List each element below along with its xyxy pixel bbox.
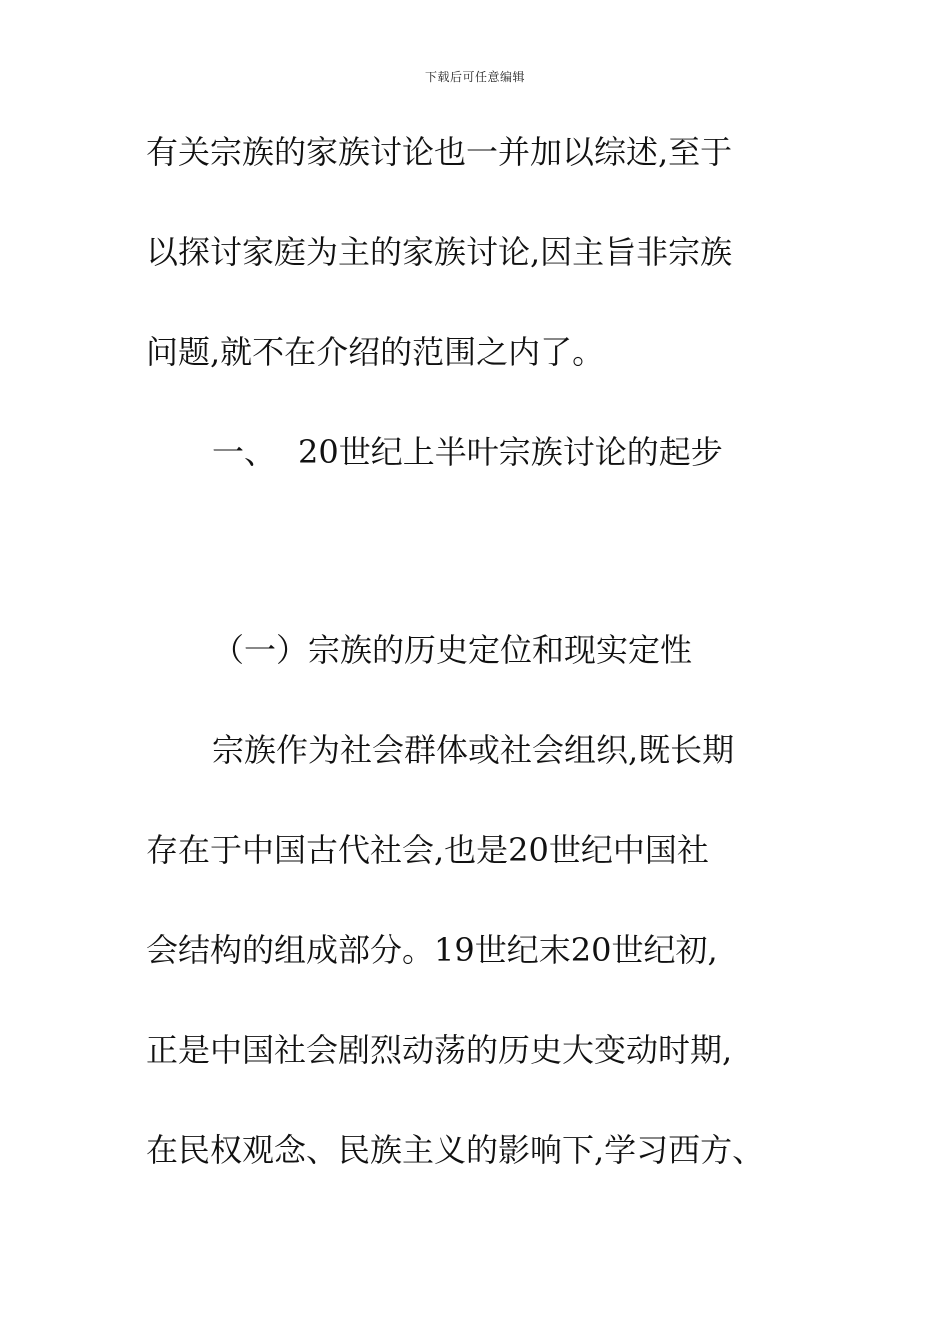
- page-header: 下载后可任意编辑: [424, 70, 525, 84]
- subsection-heading: （一）宗族的历史定位和现实定性: [212, 631, 693, 669]
- paragraph-line: 在民权观念、民族主义的影响下,学习西方、: [146, 1131, 765, 1169]
- paragraph-line: 以探讨家庭为主的家族讨论,因主旨非宗族: [146, 233, 733, 271]
- section-heading: [212, 432, 723, 472]
- section-heading-number: 一、: [212, 433, 277, 471]
- paragraph-line: 宗族作为社会群体或社会组织,既长期: [212, 731, 735, 769]
- paragraph-line: 会结构的组成部分。19世纪末20世纪初,: [146, 931, 718, 969]
- paragraph-line: 正是中国社会剧烈动荡的历史大变动时期,: [146, 1031, 733, 1069]
- paragraph-line: 有关宗族的家族讨论也一并加以综述,至于: [146, 133, 733, 171]
- paragraph-line: 问题,就不在介绍的范围之内了。: [146, 333, 605, 371]
- section-heading-text: 20世纪上半叶宗族讨论的起步: [298, 433, 723, 471]
- paragraph-line: 存在于中国古代社会,也是20世纪中国社: [146, 831, 709, 869]
